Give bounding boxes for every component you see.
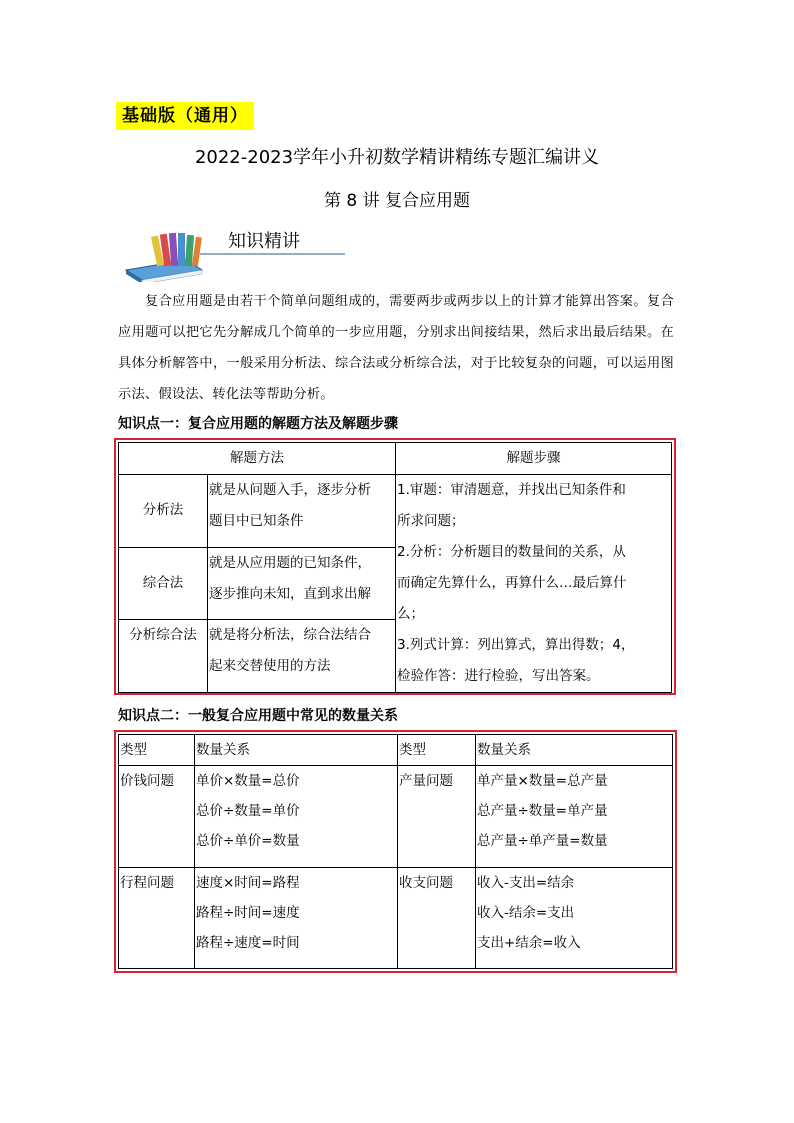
method-desc: 就是将分析法，综合法结合 起来交替使用的方法 — [208, 620, 396, 693]
header-relation: 数量关系 — [476, 735, 673, 766]
relations-cell: 速度×时间=路程 路程÷时间=速度 路程÷速度=时间 — [195, 867, 398, 969]
problem-type: 价钱问题 — [119, 766, 195, 868]
methods-table — [118, 442, 672, 693]
knowledge-point-2-title: 知识点二：一般复合应用题中常见的数量关系 — [118, 708, 398, 724]
problem-type: 收支问题 — [398, 867, 476, 969]
problem-type: 产量问题 — [398, 766, 476, 868]
relations-table-frame — [114, 730, 677, 973]
problem-type: 行程问题 — [119, 867, 195, 969]
header-methods: 解题方法 — [119, 443, 396, 475]
method-name: 分析综合法 — [119, 620, 208, 693]
knowledge-point-1-title: 知识点一：复合应用题的解题方法及解题步骤 — [118, 416, 398, 432]
method-name: 分析法 — [119, 475, 208, 548]
section-banner-title: 知识精讲 — [228, 231, 300, 252]
steps-cell: 1.审题：审清题意，并找出已知条件和 所求问题； 2.分析：分析题目的数量间的关系，从 而确定先算什么，再算什么…最后算什 么； 3.列式计算：列出算式，算出得数；4， 检验作答：进行检验，写出答案。 — [396, 475, 672, 693]
methods-table-frame — [114, 438, 676, 695]
method-desc: 就是从问题入手，逐步分析 题目中已知条件 — [208, 475, 396, 548]
method-desc: 就是从应用题的已知条件， 逐步推向未知，直到求出解 — [208, 547, 396, 620]
method-name: 综合法 — [119, 547, 208, 620]
document-title: 2022-2023学年小升初数学精讲精练专题汇编讲义 — [194, 147, 600, 168]
relations-cell: 单价×数量=总价 总价÷数量=单价 总价÷单价=数量 — [195, 766, 398, 868]
header-type: 类型 — [398, 735, 476, 766]
edition-badge: 基础版（通用） — [116, 102, 254, 130]
relations-cell: 收入-支出=结余 收入-结余=支出 支出+结余=收入 — [476, 867, 673, 969]
intro-paragraph: 复合应用题是由若干个简单问题组成的，需要两步或两步以上的计算才能算出答案。复合应用题可以把它先分解成几个简单的一步应用题，分别求出间接结果，然后求出最后结果。在具体分析解答中，一般采用分析法、综合法或分析综合法，对于比较复杂的问题，可以运用图示法、假设法、转化法等帮助分析。 — [118, 294, 674, 402]
lecture-title: 第 8 讲 复合应用题 — [323, 191, 471, 211]
header-steps: 解题步骤 — [396, 443, 672, 475]
header-relation: 数量关系 — [195, 735, 398, 766]
relations-cell: 单产量×数量=总产量 总产量÷数量=单产量 总产量÷单产量=数量 — [476, 766, 673, 868]
header-type: 类型 — [119, 735, 195, 766]
relations-table — [118, 734, 673, 969]
